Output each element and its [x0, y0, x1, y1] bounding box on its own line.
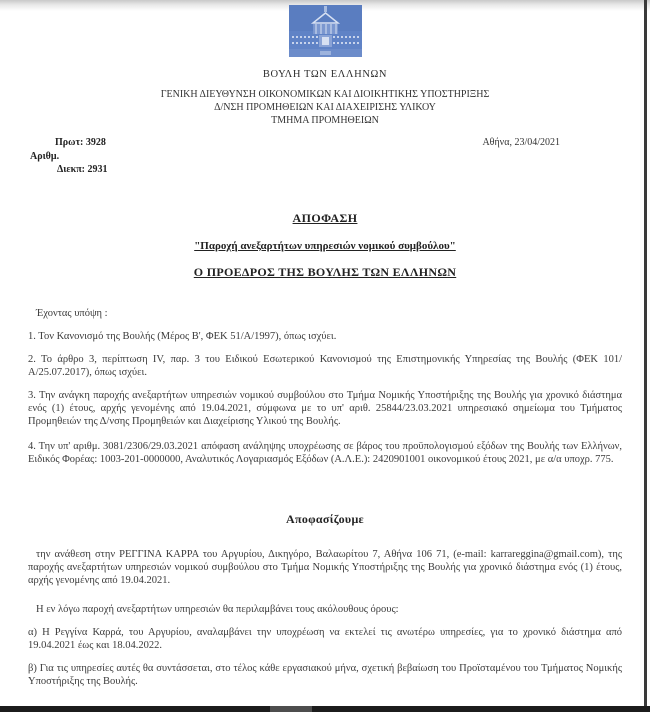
bottom-taskbar-edge: [0, 706, 650, 712]
decision-title: ΑΠΟΦΑΣΗ: [292, 211, 358, 225]
dispatch-number: Διεκπ: 2931: [57, 164, 108, 175]
org-name: ΒΟΥΛΗ ΤΩΝ ΕΛΛΗΝΩΝ: [262, 69, 388, 80]
document-title-block: [28, 211, 622, 280]
preamble-item-3: 3. Την ανάγκη παροχής ανεξαρτήτων υπηρεσιών νομικού συμβούλου στο Τμήμα Νομικής Υποστήριξης της Βουλής για χρονικό διάστημα ενός (1) έτους, αρχής γενομένης από 19.04.2021, σύμφωνα με το υπ' αριθ. 25844/23.03.2021 υπηρεσιακό σημείωμα του Τμήματος Προμηθειών της Δ/νσης Προμηθειών και Διαχείρισης Υλικού της Βουλής.: [28, 390, 622, 427]
preamble-intro: Έχοντας υπόψη :: [36, 308, 108, 319]
arithm-label: Αριθμ.: [30, 150, 60, 162]
decide-heading: Αποφασίζουμε: [286, 512, 364, 526]
department-lines: [28, 88, 622, 127]
decision-body: [28, 548, 622, 688]
preamble-item-1: 1. Τον Κανονισμό της Βουλής (Μέρος Β', ΦΕΚ 51/Α/1997), όπως ισχύει.: [28, 331, 337, 342]
preamble-item-2: 2. Το άρθρο 3, περίπτωση IV, παρ. 3 του Ειδικού Εσωτερικού Κανονισμού της Επιστημονικής Υπηρεσίας της Βουλής (ΦΕΚ 101/Α/25.07.2017), όπως ισχύει.: [28, 354, 622, 378]
protocol-number: Πρωτ: 3928: [55, 137, 106, 148]
preamble: [28, 307, 622, 466]
document-page: [28, 0, 622, 688]
dept-line-general-directorate: ΓΕΝΙΚΗ ΔΙΕΥΘΥΝΣΗ ΟΙΚΟΝΟΜΙΚΩΝ ΚΑΙ ΔΙΟΙΚΗΤΙΚΗΣ ΥΠΟΣΤΗΡΙΞΗΣ: [160, 89, 490, 100]
terms-intro: Η εν λόγω παροχή ανεξαρτήτων υπηρεσιών θα περιλαμβάνει τους ακόλουθους όρους:: [36, 604, 399, 615]
dept-line-directorate: Δ/ΝΣΗ ΠΡΟΜΗΘΕΙΩΝ ΚΑΙ ΔΙΑΧΕΙΡΙΣΗΣ ΥΛΙΚΟΥ: [214, 102, 436, 113]
term-b: β) Για τις υπηρεσίες αυτές θα συντάσσεται, στο τέλος κάθε εργασιακού μήνα, σχετική βεβαίωση του Προϊσταμένου του Τμήματος Νομικής Υποστήριξης της Βουλής.: [28, 663, 622, 687]
parliament-building-logo-icon: [289, 5, 362, 57]
issuing-authority: Ο ΠΡΟΕΔΡΟΣ ΤΗΣ ΒΟΥΛΗΣ ΤΩΝ ΕΛΛΗΝΩΝ: [193, 265, 457, 279]
decision-subject: "Παροχή ανεξαρτήτων υπηρεσιών νομικού συμβούλου": [194, 240, 456, 252]
dept-line-section: ΤΜΗΜΑ ΠΡΟΜΗΘΕΙΩΝ: [271, 115, 379, 126]
bottom-bar-segment: [0, 706, 270, 712]
document-header: [28, 0, 622, 127]
bottom-bar-segment: [312, 706, 650, 712]
window-right-edge: [644, 0, 647, 712]
preamble-item-4: 4. Την υπ' αριθμ. 3081/2306/29.03.2021 απόφαση ανάληψης υποχρέωσης σε βάρος του προϋπολογισμού εξόδων της Βουλής των Ελλήνων, Ειδικός Φορέας: 1003-201-0000000, Αναλυτικός Λογαριασμός Εξόδων (Α.Λ.Ε.): 2420901001 οικονομικού έτους 2021, με α/α υποχρ. 775.: [28, 441, 622, 465]
term-a: α) Η Ρεγγίνα Καρρά, του Αργυρίου, αναλαμβάνει την υποχρέωση να εκτελεί τις ανωτέρω υπηρεσίες, για το χρονικό διάστημα από 19.04.2021 έως και 18.04.2022.: [28, 627, 622, 651]
place-and-date: Αθήνα, 23/04/2021: [482, 137, 560, 148]
bottom-bar-segment: [270, 706, 312, 712]
reference-block: [28, 136, 622, 177]
award-paragraph: την ανάθεση στην ΡΕΓΓΙΝΑ ΚΑΡΡΑ του Αργυρίου, Δικηγόρο, Βαλαωρίτου 7, Αθήνα 106 71, (e-mail: karrareggina@gmail.com), της παροχής ανεξαρτήτων υπηρεσιών νομικού συμβούλου στο Τμήμα Νομικής Υποστήριξης της Βουλής για χρονικό διάστημα ενός (1) έτους, αρχής γενομένης από 19.04.2021.: [28, 549, 622, 586]
